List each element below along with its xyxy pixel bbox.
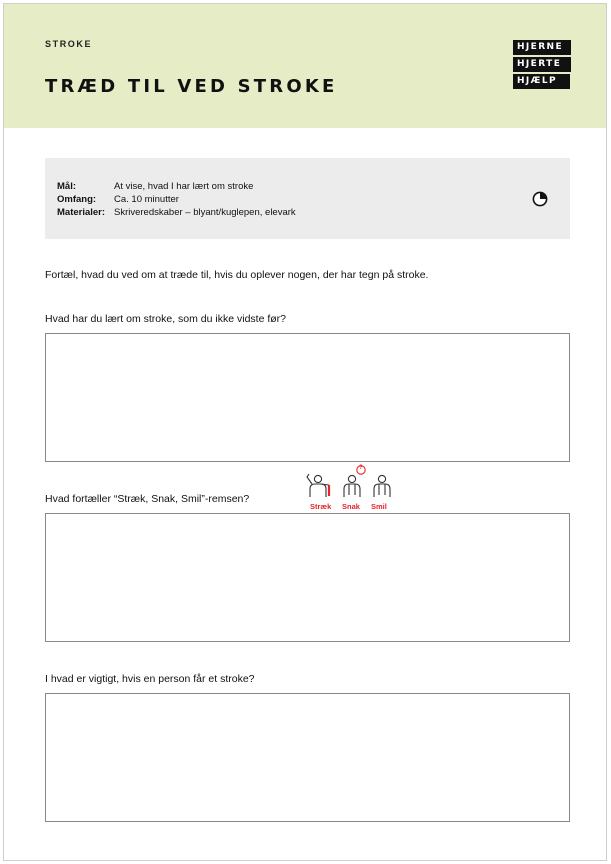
clock-icon <box>532 191 548 207</box>
answer-box-1[interactable] <box>45 333 570 462</box>
section-kicker: STROKE <box>45 39 93 49</box>
question-3: I hvad er vigtigt, hvis en person får et stroke? <box>45 673 255 685</box>
info-value-goal: At vise, hvad I har lært om stroke <box>114 181 254 192</box>
info-value-materials: Skriveredskaber – blyant/kuglepen, elevark <box>114 207 296 218</box>
info-box <box>45 158 570 239</box>
info-label-goal: Mål: <box>57 181 76 192</box>
question-2: Hvad fortæller “Stræk, Snak, Smil”-remsen? <box>45 493 250 505</box>
figure-stretch <box>307 474 329 497</box>
info-value-scope: Ca. 10 minutter <box>114 194 179 205</box>
answer-box-2[interactable] <box>45 513 570 642</box>
figure-label-smile: Smil <box>371 502 387 511</box>
strak-snak-smil-illustration <box>304 465 394 511</box>
speech-question-mark: ? <box>359 465 363 471</box>
answer-box-3[interactable] <box>45 693 570 822</box>
info-label-materials: Materialer: <box>57 207 106 218</box>
logo-line-2: HJERTE <box>513 57 571 72</box>
info-row-materials <box>57 207 296 219</box>
info-row-goal <box>57 181 253 193</box>
info-row-scope <box>57 194 179 206</box>
brand-logo <box>513 40 571 91</box>
intro-text: Fortæl, hvad du ved om at træde til, hvis du oplever nogen, der har tegn på stroke. <box>45 269 429 281</box>
question-1: Hvad har du lært om stroke, som du ikke vidste før? <box>45 313 287 325</box>
header-band <box>4 4 606 128</box>
logo-line-3: HJÆLP <box>513 74 570 89</box>
logo-line-1: HJERNE <box>513 40 571 55</box>
page-title: TRÆD TIL VED STROKE <box>45 76 338 97</box>
figure-label-talk: Snak <box>342 502 360 511</box>
figure-smile <box>374 475 390 497</box>
info-label-scope: Omfang: <box>57 194 97 205</box>
figures-drawing <box>304 465 394 501</box>
worksheet-page <box>3 3 607 861</box>
figure-label-stretch: Stræk <box>310 502 332 511</box>
